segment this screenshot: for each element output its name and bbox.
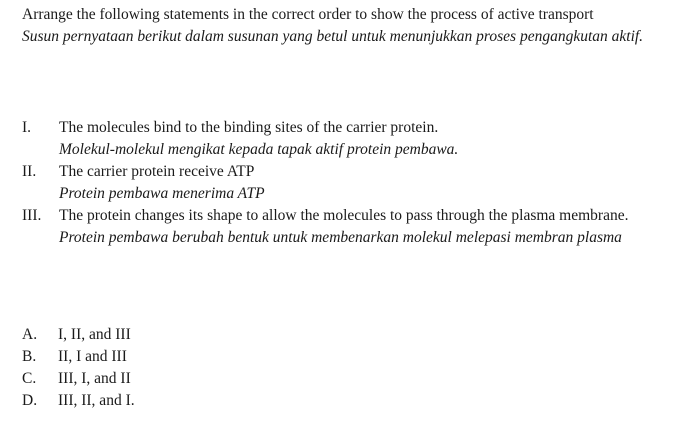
statement-body [59,161,672,205]
question-text-malay: Susun pernyataan berikut dalam susunan yang betul untuk menunjukkan proses pengangkutan aktif. [22,28,644,45]
statement-item [22,161,672,205]
answer-option-d[interactable] [22,390,422,412]
option-text: III, II, and I. [58,392,135,409]
statement-text-english: The carrier protein receive ATP [59,163,255,180]
question-text-english: Arrange the following statements in the correct order to show the process of active transport [22,6,594,23]
option-letter: C. [22,370,37,387]
answer-option-c[interactable] [22,368,422,390]
option-text: I, II, and III [58,326,131,343]
statement-list [22,117,672,249]
statement-body [59,117,672,161]
option-letter: B. [22,348,37,365]
statement-text-malay: Molekul-molekul mengikat kepada tapak aktif protein pembawa. [59,141,459,158]
option-text: II, I and III [58,348,127,365]
option-letter: A. [22,326,38,343]
question-stem [22,4,662,48]
statement-text-malay: Protein pembawa menerima ATP [59,185,265,202]
statement-body [59,205,672,249]
answer-options [22,324,422,412]
answer-option-a[interactable] [22,324,422,346]
option-letter: D. [22,392,38,409]
statement-text-malay: Protein pembawa berubah bentuk untuk membenarkan molekul melepasi membran plasma [59,229,622,246]
statement-text-english: The molecules bind to the binding sites of the carrier protein. [59,119,439,136]
statement-item [22,117,672,161]
statement-item [22,205,672,249]
option-text: III, I, and II [58,370,131,387]
statement-numeral: I. [22,119,32,136]
answer-option-b[interactable] [22,346,422,368]
statement-text-english: The protein changes its shape to allow the molecules to pass through the plasma membrane. [59,207,629,224]
statement-numeral: III. [22,207,42,224]
statement-numeral: II. [22,163,37,180]
